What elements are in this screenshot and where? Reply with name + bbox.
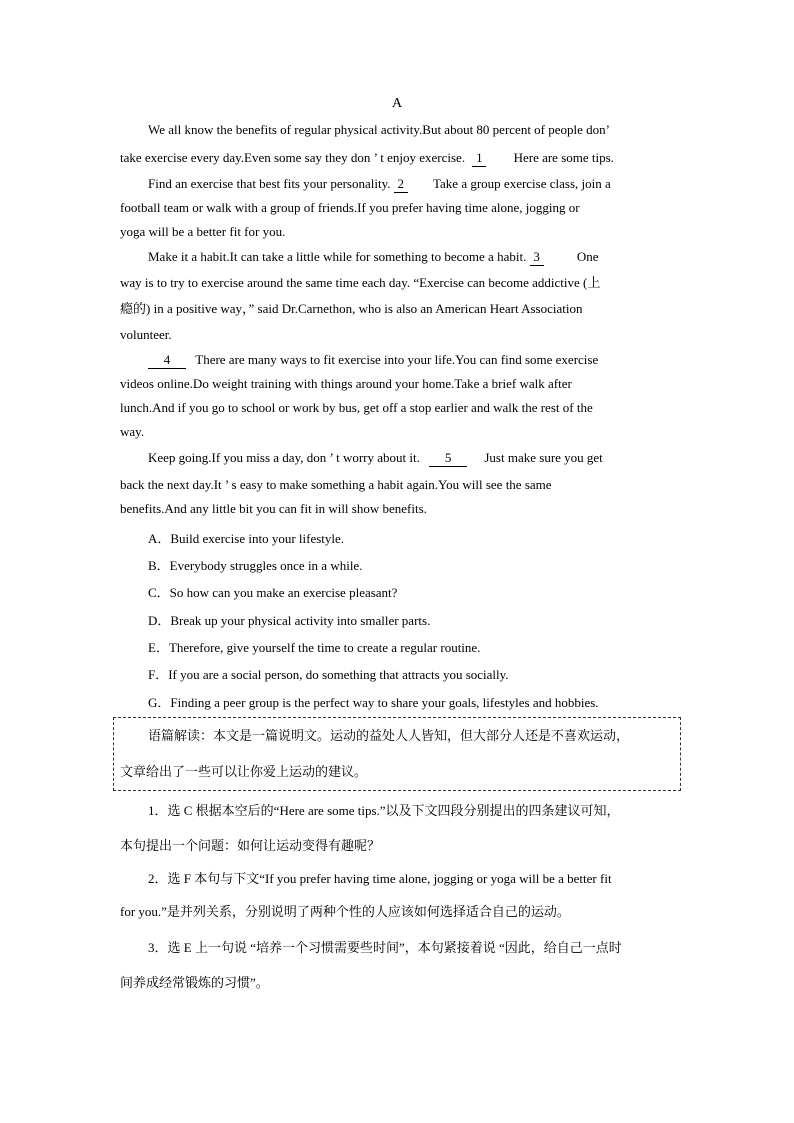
paragraph-5: [120, 446, 674, 521]
paragraph-text: One: [576, 249, 599, 264]
paragraph-line: [120, 348, 674, 372]
paragraph-line: 瘾的) in a positive way，” said Dr.Carnethon, who is also an American Heart Association: [120, 301, 583, 316]
paragraph-line: [120, 245, 674, 269]
paragraph-line: lunch.And if you go to school or work by bus, get off a stop earlier and walk the rest of the: [120, 400, 593, 415]
paragraph-text: Keep going.If you miss a day, don ’ t worry about it.: [148, 450, 420, 465]
paragraph-line: yoga will be a better fit for you.: [120, 224, 286, 239]
analysis-line: 文章给出了一些可以让你爱上运动的建议。: [120, 764, 368, 779]
paragraph-line: way.: [120, 424, 145, 439]
paragraph-text: There are many ways to fit exercise into your life.You can find some exercise: [195, 352, 599, 367]
answer-1-line: 1．选 C 根据本空后的“Here are some tips.”以及下文四段分别提出的四条建议可知，: [148, 803, 620, 818]
answer-3-line: 3．选 E 上一句说 “培养一个习惯需要些时间”，本句紧接着说 “因此，给自己一点时: [148, 940, 622, 955]
option-c: C．So how can you make an exercise pleasant?: [148, 585, 398, 600]
blank-2[interactable]: 2: [394, 176, 408, 193]
paragraph-line: benefits.And any little bit you can fit in will show benefits.: [120, 501, 427, 516]
paragraph-text: Make it a habit.It can take a little while for something to become a habit.: [148, 249, 527, 264]
paragraph-line: volunteer.: [120, 327, 172, 342]
paragraph-line: [120, 446, 674, 470]
paragraph-text: Take a group exercise class, join a: [433, 176, 611, 191]
paragraph-text: Find an exercise that best fits your personality.: [148, 176, 391, 191]
blank-1[interactable]: 1: [472, 150, 486, 167]
blank-4[interactable]: 4: [148, 352, 186, 369]
paragraph-2: [120, 172, 674, 244]
paragraph-line: [120, 172, 674, 196]
blank-5[interactable]: 5: [429, 450, 467, 467]
answer-2-line: 2．选 F 本句与下文“If you prefer having time alone, jogging or yoga will be a better fit: [148, 871, 612, 886]
answer-1-line: 本句提出一个问题：如何让运动变得有趣呢？: [120, 838, 381, 853]
passage-title: A: [391, 96, 403, 111]
option-f: F．If you are a social person, do something that attracts you socially.: [148, 667, 509, 682]
paragraph-line: football team or walk with a group of friends.If you prefer having time alone, jogging or: [120, 200, 580, 215]
paragraph-line: We all know the benefits of regular physical activity.But about 80 percent of people don’: [148, 122, 610, 137]
answer-3-line: 间养成经常锻炼的习惯”。: [120, 975, 269, 990]
paragraph-line: back the next day.It ’ s easy to make something a habit again.You will see the same: [120, 477, 552, 492]
analysis-line: 语篇解读：本文是一篇说明文。运动的益处人人皆知，但大部分人还是不喜欢运动，: [148, 728, 630, 743]
option-e: E．Therefore, give yourself the time to create a regular routine.: [148, 640, 481, 655]
paragraph-text: Just make sure you get: [484, 450, 603, 465]
paragraph-3: [120, 245, 674, 347]
option-a: A．Build exercise into your lifestyle.: [148, 531, 345, 546]
blank-3[interactable]: 3: [530, 249, 544, 266]
paragraph-1: [120, 118, 674, 170]
paragraph-line: way is to try to exercise around the same time each day. “Exercise can become addictive (上: [120, 275, 601, 290]
option-g: G．Finding a peer group is the perfect way to share your goals, lifestyles and hobbies.: [148, 695, 599, 710]
paragraph-line: videos online.Do weight training with things around your home.Take a brief walk after: [120, 376, 572, 391]
paragraph-line: [120, 146, 674, 170]
answer-2-line: for you.”是并列关系，分别说明了两种个性的人应该如何选择适合自己的运动。: [120, 904, 570, 919]
paragraph-text: take exercise every day.Even some say they don ’ t enjoy exercise.: [120, 150, 466, 165]
option-b: B．Everybody struggles once in a while.: [148, 558, 363, 573]
option-d: D．Break up your physical activity into smaller parts.: [148, 613, 431, 628]
paragraph-text: Here are some tips.: [513, 150, 614, 165]
paragraph-4: [120, 348, 674, 444]
